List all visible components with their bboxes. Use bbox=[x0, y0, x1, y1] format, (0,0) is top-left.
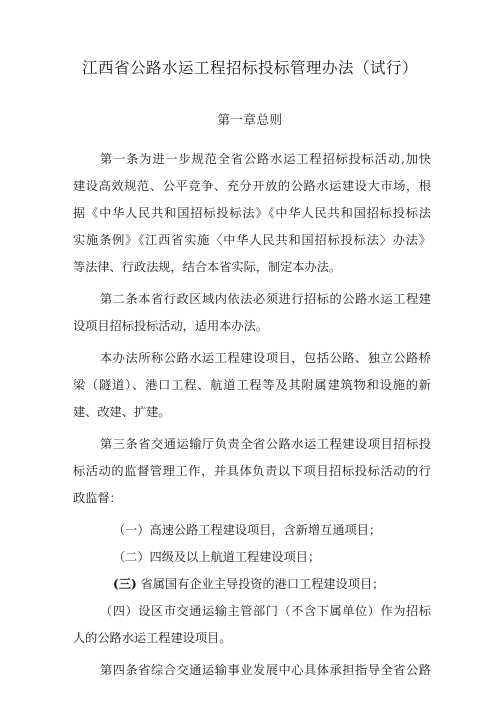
article2-line-2: 设项目招标投标活动，适用本办法。 bbox=[73, 319, 268, 333]
article1-line-1: 第一条为进一步规范全省公路水运工程招标投标活动,加快 bbox=[100, 152, 431, 166]
document-title: 江西省公路水运工程招标投标管理办法（试行） bbox=[81, 59, 418, 77]
list-item-3 bbox=[113, 576, 384, 592]
list-item-4-line-1: （四）设区市交通运输主管部门（不含下属单位）作为招标 bbox=[100, 604, 431, 618]
article4-line-1: 第四条省综合交通运输事业发展中心具体承担指导全省公路 bbox=[100, 663, 431, 677]
article2-line-1: 第二条本省行政区域内依法必须进行招标的公路水运工程建 bbox=[100, 292, 431, 306]
article3-line-2: 标活动的监督管理工作，并具体负责以下项目招标投标活动的行 bbox=[73, 464, 431, 478]
article2b-line-3: 建、改建、扩建。 bbox=[73, 405, 171, 419]
article3-line-1: 第三条省交通运输厅负责全省公路水运工程建设项目招标投 bbox=[100, 437, 431, 451]
article1-line-4: 实施条例》《江西省实施〈中华人民共和国招标投标法〉办法》 bbox=[73, 233, 431, 247]
list-item-2: （二）四级及以上航道工程建设项目； bbox=[113, 550, 321, 564]
article2b-line-2: 梁（隧道）、港口工程、航道工程等及其附属建筑物和设施的新 bbox=[73, 378, 431, 392]
article3-line-3: 政监督： bbox=[73, 491, 122, 505]
list-item-4-line-2: 人的公路水运工程建设项目。 bbox=[73, 631, 232, 645]
list-item-3-text: 省属国有企业主导投资的港口工程建设项目； bbox=[140, 577, 385, 591]
article2b-line-1: 本办法所称公路水运工程建设项目，包括公路、独立公路桥 bbox=[100, 351, 431, 365]
list-item-1: （一）高速公路工程建设项目，含新增互通项目； bbox=[113, 523, 382, 537]
article1-line-3: 据《中华人民共和国招标投标法》《中华人民共和国招标投标法 bbox=[73, 206, 431, 220]
article1-line-2: 建设高效规范、公平竞争、充分开放的公路水运建设大市场，根 bbox=[73, 179, 431, 193]
chapter-title: 第一章总则 bbox=[217, 112, 283, 127]
list-item-3-number: (三) bbox=[113, 577, 137, 591]
article1-line-5: 等法律、行政法规，结合本省实际，制定本办法。 bbox=[73, 260, 342, 274]
